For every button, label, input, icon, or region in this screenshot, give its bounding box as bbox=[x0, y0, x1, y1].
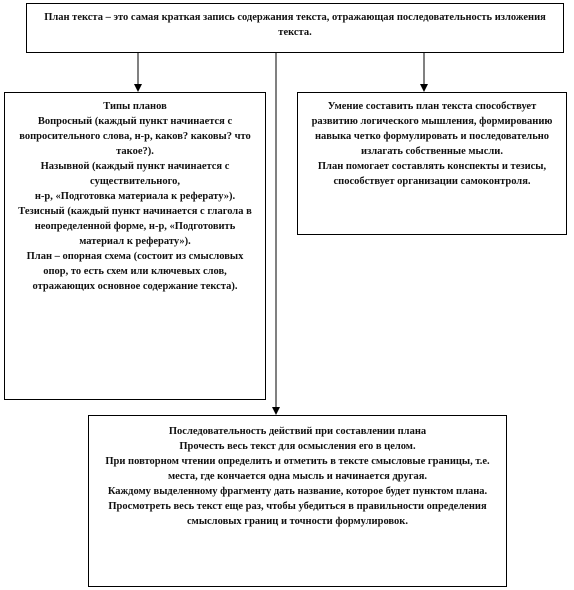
plan-type-nominal: Назывной (каждый пункт начинается с существительного, bbox=[40, 161, 230, 187]
plan-type-question: Вопросный (каждый пункт начинается с вопросительного слова, н-р, каков? каковы? что такое?). bbox=[19, 116, 251, 157]
plan-skill-text: Умение составить план текста способствует развитию логического мышления, формированию навыка четко формулировать и последовательно излагать собственные мысли. bbox=[311, 101, 553, 157]
plan-types-box bbox=[4, 92, 266, 400]
plan-sequence-heading: Последовательность действий при составлении плана bbox=[168, 426, 427, 437]
sequence-step-3: Каждому выделенному фрагменту дать название, которое будет пунктом плана. bbox=[107, 486, 488, 497]
plan-type-thesis: Тезисный (каждый пункт начинается с глагола в неопределенной форме, н-р, «Подготовить материал к реферату»). bbox=[18, 206, 252, 247]
plan-type-support-scheme: План – опорная схема (состоит из смысловых опор, то есть схем или ключевых слов, отражающих основное содержание текста). bbox=[26, 251, 244, 292]
plan-types-heading: Типы планов bbox=[103, 101, 167, 112]
sequence-step-1: Прочесть весь текст для осмысления его в целом. bbox=[179, 441, 416, 452]
plan-type-nominal-example: н-р, «Подготовка материала к реферату»). bbox=[34, 191, 236, 202]
plan-sequence-box bbox=[88, 415, 507, 587]
plan-definition-text: План текста – это самая краткая запись содержания текста, отражающая последовательность изложения текста. bbox=[44, 12, 546, 38]
plan-definition-box bbox=[26, 3, 564, 53]
sequence-step-4: Просмотреть весь текст еще раз, чтобы убедиться в правильности определения смысловых границ и точности формулировок. bbox=[108, 501, 487, 527]
plan-helps-text: План помогает составлять конспекты и тезисы, способствует организации самоконтроля. bbox=[317, 161, 547, 187]
plan-skill-box bbox=[297, 92, 567, 235]
sequence-step-2: При повторном чтении определить и отметить в тексте смысловые границы, т.е. места, где кончается одна мысль и начинается другая. bbox=[105, 456, 490, 482]
